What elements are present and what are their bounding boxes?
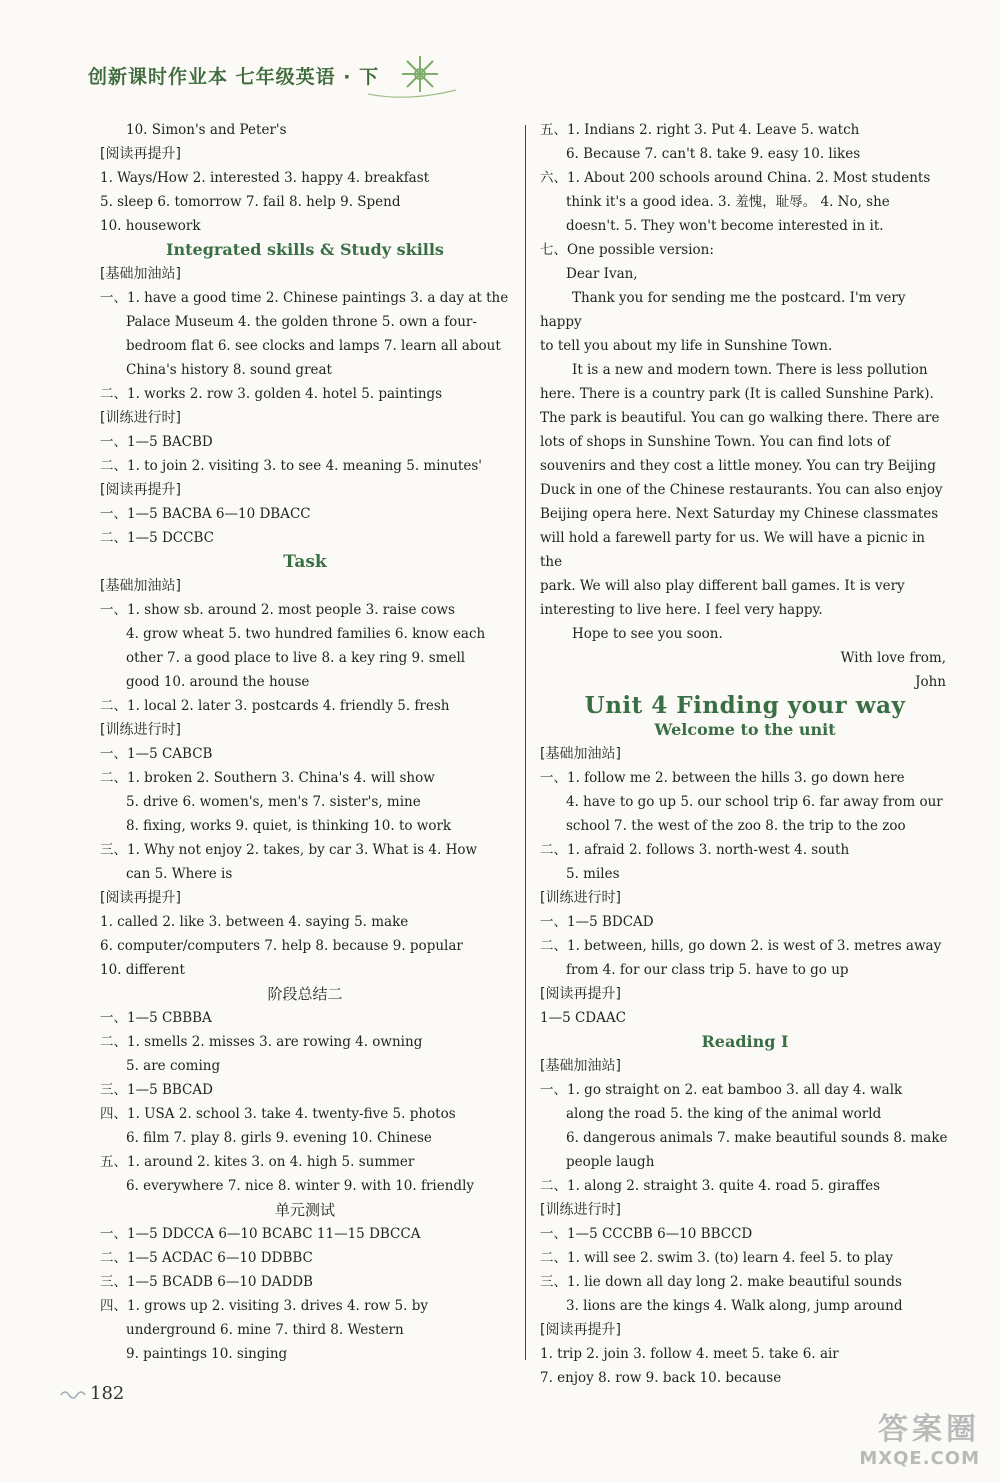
answer-line: 一、1—5 CCCBB 6—10 BBCCD [540, 1226, 753, 1242]
answer-line: 二、1. smells 2. misses 3. are rowing 4. owning [100, 1034, 423, 1050]
answer-line: 一、1. follow me 2. between the hills 3. go down here [540, 770, 905, 786]
answer-line: 7. enjoy 8. row 9. back 10. because [540, 1370, 782, 1386]
wave-decoration-icon [60, 1386, 88, 1400]
section-label: [基础加油站] [100, 266, 181, 282]
answer-line: doesn't. 5. They won't become interested in it. [566, 218, 884, 234]
answer-line: other 7. a good place to live 8. a key ring 9. smell [126, 650, 466, 666]
answer-line: 8. fixing, works 9. quiet, is thinking 10. to work [126, 818, 452, 834]
page-header-title: 创新课时作业本 七年级英语 · 下 [88, 66, 380, 88]
answer-line: 三、1. Why not enjoy 2. takes, by car 3. What is 4. How [100, 842, 478, 858]
answer-line: 6. dangerous animals 7. make beautiful sounds 8. make [566, 1130, 948, 1146]
answer-line: think it's a good idea. 3. 羞愧，耻辱。 4. No, she [566, 194, 890, 210]
section-heading: 单元测试 [274, 1201, 335, 1219]
answer-line: people laugh [566, 1154, 655, 1170]
answer-line: along the road 5. the king of the animal world [566, 1106, 882, 1122]
section-label: [阅读再提升] [540, 1322, 621, 1338]
answer-line: 七、One possible version: [540, 242, 714, 258]
answer-line: 二、1. local 2. later 3. postcards 4. friendly 5. fresh [100, 698, 450, 714]
answer-line: 二、1. will see 2. swim 3. (to) learn 4. feel 5. to play [540, 1250, 893, 1266]
answer-line: 二、1. afraid 2. follows 3. north-west 4. south [540, 842, 850, 858]
answer-line: 四、1. grows up 2. visiting 3. drives 4. row 5. by [100, 1298, 428, 1314]
answer-line: 5. are coming [126, 1058, 221, 1074]
answer-line: 一、1. show sb. around 2. most people 3. raise cows [100, 602, 455, 618]
letter-line: souvenirs and they cost a little money. You can try Beijing [540, 458, 936, 474]
answer-line: 二、1—5 ACDAC 6—10 DDBBC [100, 1250, 313, 1266]
answer-line: 五、1. Indians 2. right 3. Put 4. Leave 5. watch [540, 122, 860, 138]
answer-line: 1. trip 2. join 3. follow 4. meet 5. take 6. air [540, 1346, 839, 1362]
answer-line: 5. drive 6. women's, men's 7. sister's, mine [126, 794, 421, 810]
letter-line: park. We will also play different ball games. It is very [540, 578, 905, 594]
section-label: [训练进行时] [100, 410, 181, 426]
answer-line: 一、1. go straight on 2. eat bamboo 3. all day 4. walk [540, 1082, 903, 1098]
section-label: [阅读再提升] [100, 146, 181, 162]
letter-line: here. There is a country park (It is called Sunshine Park). [540, 386, 934, 402]
answer-line: 10. Simon's and Peter's [126, 122, 287, 138]
answer-line: from 4. for our class trip 5. have to go up [566, 962, 849, 978]
left-column [100, 118, 510, 1366]
answer-line: 10. different [100, 962, 185, 978]
answer-line: 1. Ways/How 2. interested 3. happy 4. breakfast [100, 170, 430, 186]
section-heading: Welcome to the unit [654, 720, 836, 739]
answer-line: 四、1. USA 2. school 3. take 4. twenty-five 5. photos [100, 1106, 456, 1122]
answer-line: 一、1—5 BDCAD [540, 914, 654, 930]
answer-line: 一、1—5 BACBA 6—10 DBACC [100, 506, 311, 522]
watermark-site: MXQE.COM [859, 1448, 980, 1469]
column-divider [525, 125, 526, 1360]
answer-line: China's history 8. sound great [126, 362, 332, 378]
letter-closing: With love from, [840, 650, 946, 666]
letter-line: Thank you for sending me the postcard. I'm very happy [540, 290, 906, 330]
letter-line: interesting to live here. I feel very happy. [540, 602, 823, 618]
answer-line: 三、1. lie down all day long 2. make beautiful sounds [540, 1274, 902, 1290]
letter-line: lots of shops in Sunshine Town. You can find lots of [540, 434, 891, 450]
answer-line: 3. lions are the kings 4. Walk along, jump around [566, 1298, 903, 1314]
section-label: [训练进行时] [540, 890, 621, 906]
letter-line: to tell you about my life in Sunshine Town. [540, 338, 833, 354]
answer-line: 一、1—5 CBBBA [100, 1010, 212, 1026]
section-label: [基础加油站] [540, 1058, 621, 1074]
answer-line: 二、1—5 DCCBC [100, 530, 214, 546]
answer-line: 二、1. works 2. row 3. golden 4. hotel 5. paintings [100, 386, 443, 402]
answer-line: bedroom flat 6. see clocks and lamps 7. learn all about [126, 338, 501, 354]
answer-line: 6. Because 7. can't 8. take 9. easy 10. likes [566, 146, 861, 162]
letter-line: Duck in one of the Chinese restaurants. You can also enjoy [540, 482, 943, 498]
answer-line: 5. sleep 6. tomorrow 7. fail 8. help 9. Spend [100, 194, 401, 210]
section-label: [阅读再提升] [540, 986, 621, 1002]
answer-line: underground 6. mine 7. third 8. Western [126, 1322, 404, 1338]
watermark-logo [859, 1404, 980, 1469]
answer-line: 一、1—5 DDCCA 6—10 BCABC 11—15 DBCCA [100, 1226, 421, 1242]
answer-line: 一、1—5 CABCB [100, 746, 213, 762]
answer-line: can 5. Where is [126, 866, 233, 882]
section-label: [基础加油站] [540, 746, 621, 762]
answer-line: 二、1. to join 2. visiting 3. to see 4. meaning 5. minutes' [100, 458, 482, 474]
answer-line: 1. called 2. like 3. between 4. saying 5. make [100, 914, 409, 930]
answer-line: 五、1. around 2. kites 3. on 4. high 5. summer [100, 1154, 415, 1170]
section-heading: Task [283, 552, 327, 572]
letter-line: will hold a farewell party for us. We will have a picnic in the [540, 530, 925, 570]
letter-line: Beijing opera here. Next Saturday my Chinese classmates [540, 506, 939, 522]
answer-line: school 7. the west of the zoo 8. the trip to the zoo [566, 818, 906, 834]
answer-line: 一、1. have a good time 2. Chinese paintings 3. a day at the [100, 290, 509, 306]
section-heading: 阶段总结二 [267, 985, 343, 1003]
section-label: [训练进行时] [540, 1202, 621, 1218]
answer-line: 4. grow wheat 5. two hundred families 6. know each [126, 626, 486, 642]
answer-line: Palace Museum 4. the golden throne 5. own a four- [126, 314, 477, 330]
answer-line: 9. paintings 10. singing [126, 1346, 288, 1362]
section-label: [阅读再提升] [100, 482, 181, 498]
answer-line: 二、1. along 2. straight 3. quite 4. road 5. giraffes [540, 1178, 881, 1194]
answer-line: 一、1—5 BACBD [100, 434, 213, 450]
section-label: [阅读再提升] [100, 890, 181, 906]
letter-signature: John [915, 674, 946, 690]
watermark-main: 答案圈 [878, 1412, 980, 1447]
answer-line: 二、1. broken 2. Southern 3. China's 4. will show [100, 770, 435, 786]
answer-line: 10. housework [100, 218, 201, 234]
answer-line: 6. film 7. play 8. girls 9. evening 10. Chinese [126, 1130, 432, 1146]
page-number: 182 [90, 1383, 125, 1404]
snowflake-decoration-icon [368, 50, 458, 102]
answer-line: 6. everywhere 7. nice 8. winter 9. with 10. friendly [126, 1178, 475, 1194]
answer-line: 二、1. between, hills, go down 2. is west of 3. metres away [540, 938, 942, 954]
right-column [540, 118, 950, 1390]
section-heading: Integrated skills & Study skills [166, 240, 444, 259]
section-heading: Reading I [701, 1032, 789, 1051]
answer-line: 6. computer/computers 7. help 8. because 9. popular [100, 938, 463, 954]
answer-line: 4. have to go up 5. our school trip 6. far away from our [566, 794, 943, 810]
letter-line: The park is beautiful. You can go walking there. There are [540, 410, 940, 426]
letter-greeting: Dear Ivan, [566, 266, 638, 282]
answer-line: 三、1—5 BBCAD [100, 1082, 213, 1098]
answer-line: 5. miles [566, 866, 620, 882]
section-label: [基础加油站] [100, 578, 181, 594]
section-label: [训练进行时] [100, 722, 181, 738]
letter-line: It is a new and modern town. There is less pollution [572, 362, 928, 378]
unit-title: Unit 4 Finding your way [584, 692, 906, 719]
answer-line: 六、1. About 200 schools around China. 2. Most students [540, 170, 931, 186]
answer-line: 1—5 CDAAC [540, 1010, 626, 1026]
answer-line: 三、1—5 BCADB 6—10 DADDB [100, 1274, 313, 1290]
answer-line: good 10. around the house [126, 674, 310, 690]
letter-line: Hope to see you soon. [572, 626, 723, 642]
